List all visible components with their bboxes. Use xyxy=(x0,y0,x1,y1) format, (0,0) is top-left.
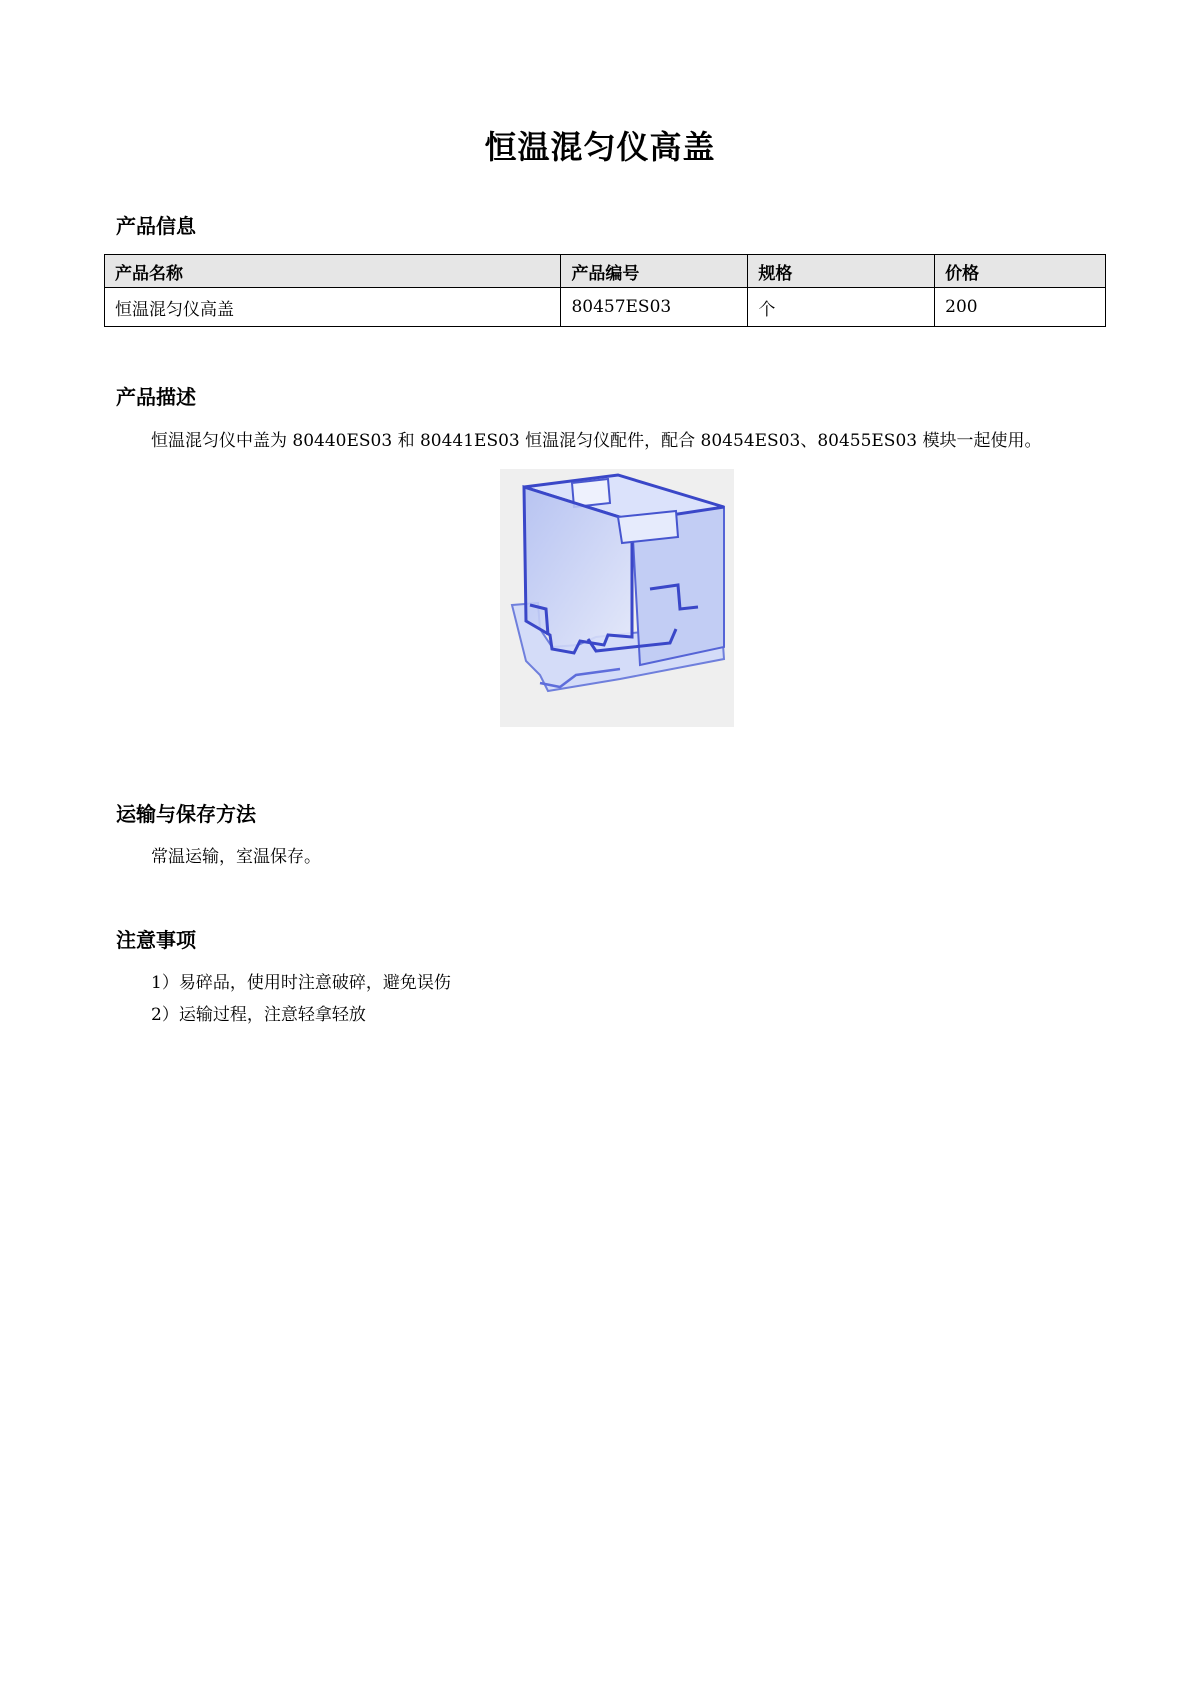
product-description-heading: 产品描述 xyxy=(116,385,196,409)
table-header-row xyxy=(105,255,1106,288)
notes-heading: 注意事项 xyxy=(116,928,196,952)
document-title: 恒温混匀仪高盖 xyxy=(484,128,716,166)
storage-heading: 运输与保存方法 xyxy=(116,802,256,826)
cell-product-number: 80457ES03 xyxy=(561,288,748,327)
column-header-spec: 规格 xyxy=(748,255,935,288)
product-image xyxy=(500,469,734,727)
lid-illustration xyxy=(500,469,734,727)
list-item: 1）易碎品，使用时注意破碎，避免误伤 xyxy=(151,973,451,993)
product-info-heading: 产品信息 xyxy=(116,214,196,238)
column-header-name: 产品名称 xyxy=(105,255,561,288)
column-header-price: 价格 xyxy=(935,255,1106,288)
table-row xyxy=(105,288,1106,327)
product-description-text: 恒温混匀仪中盖为 80440ES03 和 80441ES03 恒温混匀仪配件，配合 80454ES03、80455ES03 模块一起使用。 xyxy=(151,431,1042,451)
product-info-table xyxy=(104,254,1106,327)
cell-product-name: 恒温混匀仪高盖 xyxy=(105,288,561,327)
notes-list xyxy=(151,971,451,1035)
list-item: 2）运输过程，注意轻拿轻放 xyxy=(151,1005,366,1025)
cell-price: 200 xyxy=(935,288,1106,327)
column-header-number: 产品编号 xyxy=(561,255,748,288)
cell-spec: 个 xyxy=(748,288,935,327)
storage-text: 常温运输，室温保存。 xyxy=(151,847,321,867)
